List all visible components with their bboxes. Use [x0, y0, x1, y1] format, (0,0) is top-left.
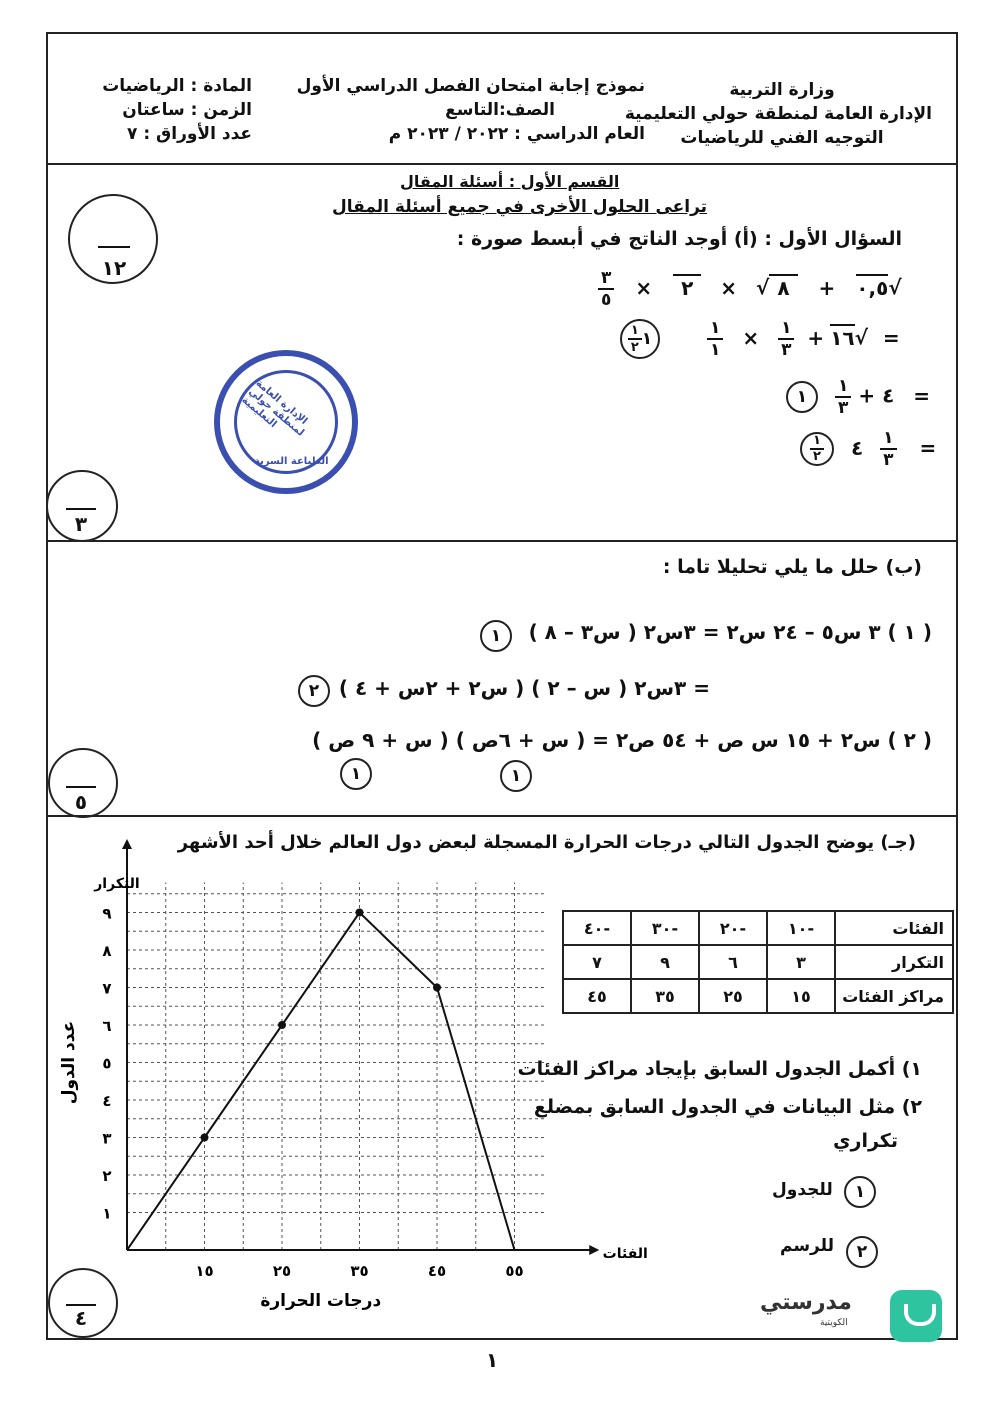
y-tick-label: ٩	[102, 904, 112, 923]
score-line	[66, 786, 96, 788]
mark-circle: ٢	[298, 675, 330, 707]
page-number: ١	[486, 1348, 499, 1372]
mark-circle: ٢	[846, 1236, 878, 1268]
factor-line-2: = ٣س٢ ( س – ٢ ) ( س٢ + ٢س + ٤ )	[338, 676, 710, 700]
data-point	[433, 984, 441, 992]
logo-icon	[890, 1290, 942, 1342]
frequency-polygon-chart	[40, 868, 648, 1311]
factor-line-1: ( ١ ) ٣ س٥ – ٢٤ س٢ = ٣س٢ ( س٣ – ٨ )	[528, 620, 932, 644]
mark-circle: ١	[480, 620, 512, 652]
y-tick-label: ٨	[102, 942, 112, 960]
task-2: ٢) مثل البيانات في الجدول السابق بمضلع	[533, 1096, 922, 1118]
y-tick-label: ٢	[102, 1167, 112, 1185]
x-tick-label: ٤٥	[427, 1262, 447, 1280]
question-a: السؤال الأول : (أ) أوجد الناتج في أبسط صورة :	[456, 228, 902, 250]
score-line	[98, 246, 130, 248]
logo-subtext: الكويتية	[820, 1318, 848, 1328]
mark-label-table: للجدول	[772, 1180, 833, 1200]
divider	[46, 815, 958, 817]
official-stamp: الإدارة العامة لمنطقة حولي التعليمية الطباعة السرية	[214, 350, 358, 494]
mark-circle: ١	[844, 1176, 876, 1208]
section-title: القسم الأول : أسئلة المقال	[400, 172, 620, 191]
math-line-1: $\frac{٣}{٥}$ × ٠,٥ + ٨√ × ٢ √	[598, 268, 902, 310]
y-tick-label: ٥	[102, 1054, 112, 1073]
math-line-2: $\frac{١}{٢}$ ١ $\frac{١}{١}$ × $\frac{١}{٣}$ + ١٦√ =	[620, 318, 900, 360]
x-tick-label: ١٥	[195, 1262, 214, 1280]
factor-line-3: ( ٢ ) س٢ + ١٥ س ص + ٥٤ ص٢ = ( س + ٦ص ) ( س + ٩ ص )	[312, 728, 932, 752]
y-tick-label: ١	[102, 1204, 112, 1223]
y-axis-label: عدد الدول	[59, 1020, 79, 1105]
y-tick-label: ٧	[102, 979, 112, 998]
x-tick-label: ٣٥	[350, 1262, 369, 1280]
mark-circle: ١	[340, 758, 372, 790]
score-a: ٣	[74, 512, 88, 536]
math-line-3: ١ $\frac{١}{٣}$ + ٤ =	[786, 376, 930, 418]
data-point	[278, 1021, 286, 1029]
total-score: ١٢	[101, 256, 127, 280]
task-2b: تكراري	[833, 1130, 898, 1152]
score-line	[66, 508, 96, 510]
fraction: $\frac{٣}{٥}$	[598, 268, 614, 310]
math-line-4: $\frac{١}{٢}$ ٤ $\frac{١}{٣}$ =	[800, 428, 936, 470]
y-tick-label: ٤	[102, 1092, 112, 1110]
divider	[46, 540, 958, 542]
y-tick-label: ٦	[102, 1017, 112, 1035]
question-b: (ب) حلل ما يلي تحليلا تاما :	[662, 556, 922, 578]
y-tick-label: ٣	[102, 1129, 112, 1148]
frequency-table: الفئات -١٠ -٢٠ -٣٠ -٤٠ التكرار ٣ ٦ ٩ ٧ مراكز الفئات ١٥ ٢٥ ٣٥ ٤٥	[562, 910, 954, 1014]
score-b: ٥	[74, 790, 88, 814]
x-tick-label: ٢٥	[272, 1262, 292, 1280]
section-note: تراعى الحلول الأخرى في جميع أسئلة المقال	[332, 197, 708, 217]
question-c: (جـ) يوضح الجدول التالي درجات الحرارة المسجلة لبعض دول العالم خلال أحد الأشهر	[177, 832, 916, 853]
header-left: المادة : الرياضيات الزمن : ساعتان عدد الأوراق : ٧	[102, 76, 252, 144]
data-point	[201, 1134, 209, 1142]
header-center: نموذج إجابة امتحان الفصل الدراسي الأول الصف:التاسع العام الدراسي : ٢٠٢٢ / ٢٠٢٣ م	[296, 76, 645, 144]
y-axis-title: التكرار	[94, 876, 140, 892]
task-1: ١) أكمل الجدول السابق بإيجاد مراكز الفئات	[517, 1058, 922, 1080]
x-axis-title: الفئات	[602, 1246, 648, 1262]
x-tick-label: ٥٥	[505, 1262, 524, 1280]
x-axis-label: درجات الحرارة	[260, 1291, 382, 1311]
mark-circle: ١	[500, 760, 532, 792]
mark-label-graph: للرسم	[780, 1236, 834, 1256]
data-point	[356, 909, 364, 917]
divider	[46, 163, 958, 165]
header-right: وزارة التربية الإدارة العامة لمنطقة حولي التعليمية التوجيه الفني للرياضيات	[624, 80, 932, 148]
score-c: ٤	[74, 1306, 88, 1330]
logo-text: مدرستي	[760, 1290, 852, 1315]
